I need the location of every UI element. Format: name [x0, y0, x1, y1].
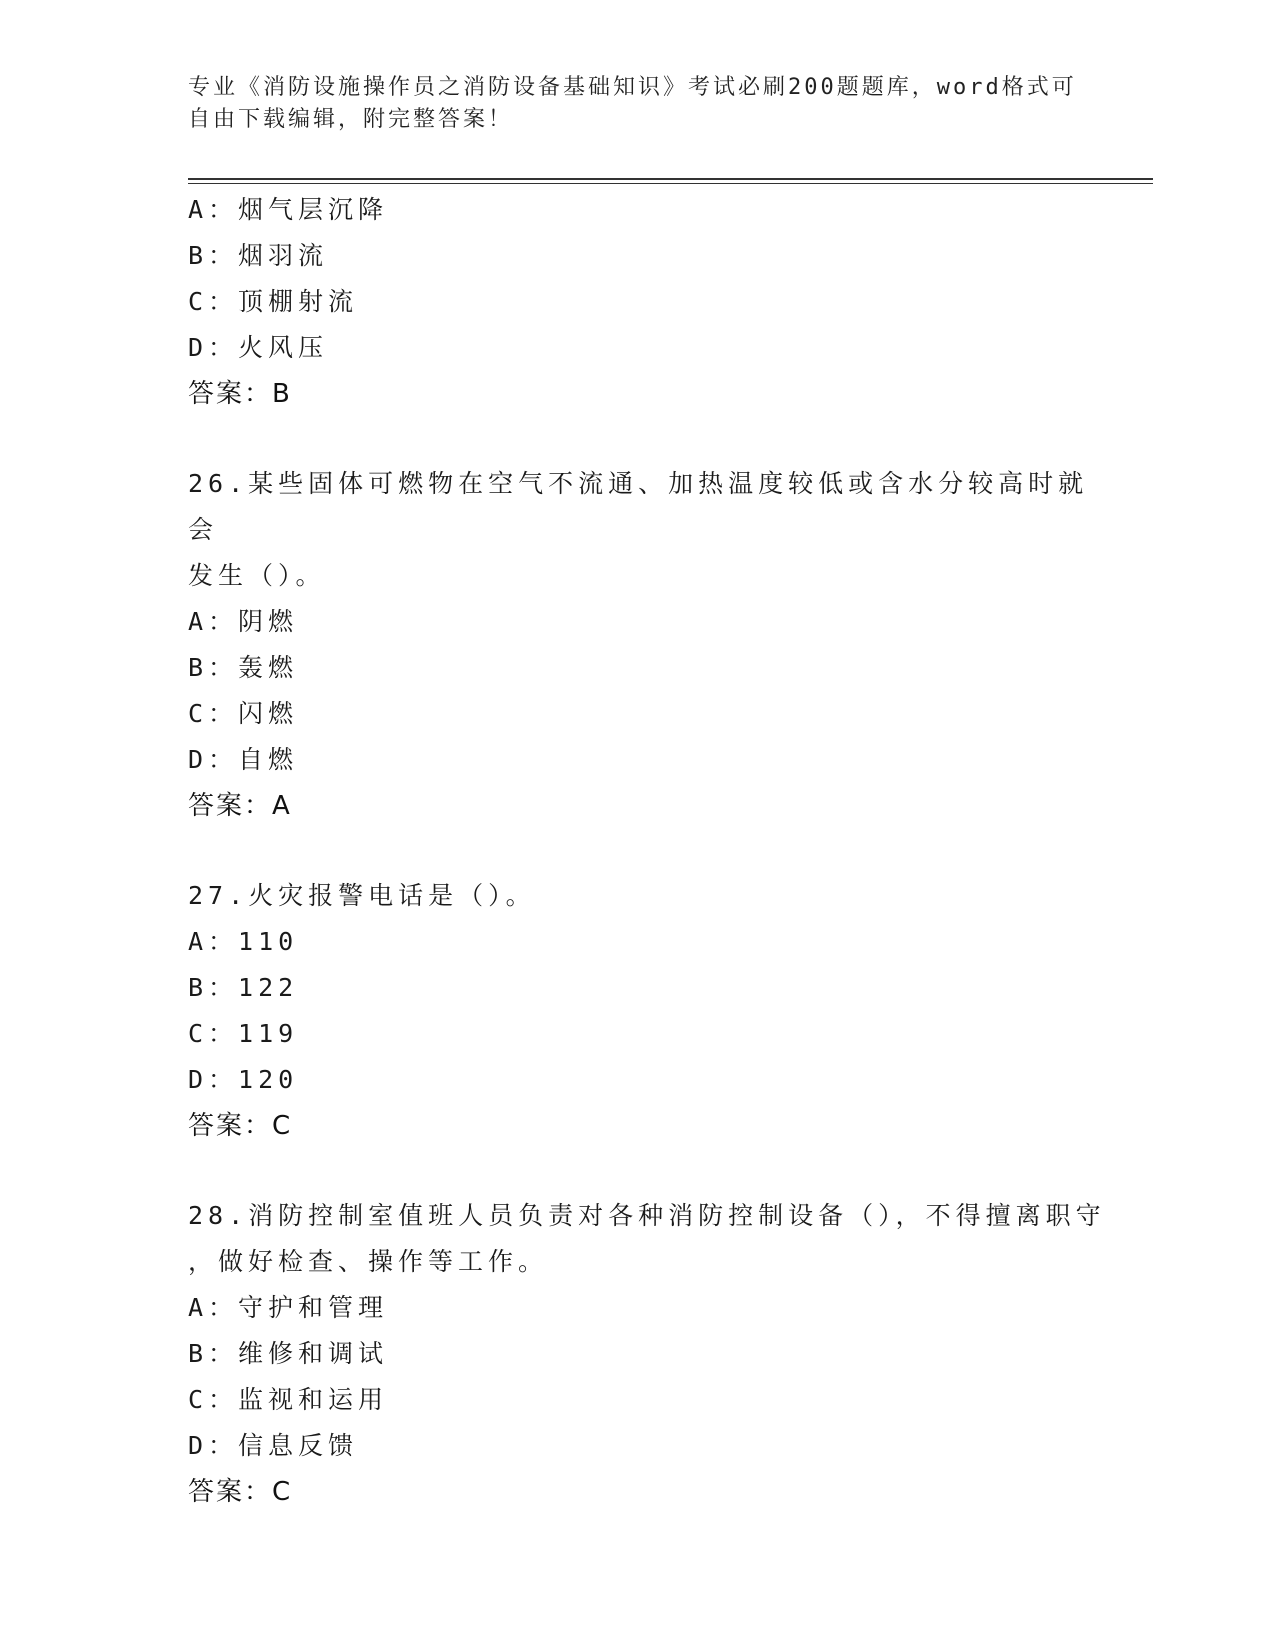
question-stem-line-1: 27.火灾报警电话是（）。 — [188, 881, 536, 910]
option-b: B：轰燃 — [188, 653, 299, 682]
question-list — [188, 187, 1118, 1515]
option-a: A：烟气层沉降 — [188, 195, 389, 224]
option-d: D：火风压 — [188, 333, 329, 362]
option-a: A：阴燃 — [188, 607, 299, 636]
question-stem-line-2: 发生（）。 — [188, 561, 326, 590]
question-block-27 — [188, 873, 1118, 1149]
question-block-25 — [188, 187, 1118, 417]
document-header — [188, 72, 1088, 136]
option-a: A：守护和管理 — [188, 1293, 389, 1322]
option-a: A：110 — [188, 927, 299, 956]
question-block-28 — [188, 1193, 1118, 1515]
answer-line: 答案：A — [188, 791, 292, 821]
option-d: D：信息反馈 — [188, 1431, 359, 1460]
option-b: B：122 — [188, 973, 299, 1002]
option-d: D：自燃 — [188, 745, 299, 774]
answer-line: 答案：C — [188, 1111, 293, 1141]
spacer — [188, 1149, 1118, 1193]
answer-line: 答案：B — [188, 379, 292, 409]
option-c: C：闪燃 — [188, 699, 299, 728]
question-block-26 — [188, 461, 1118, 829]
question-stem-line-1: 26.某些固体可燃物在空气不流通、加热温度较低或含水分较高时就会 — [188, 469, 1089, 544]
question-stem-line-2: ，做好检查、操作等工作。 — [188, 1247, 549, 1276]
option-b: B：维修和调试 — [188, 1339, 389, 1368]
header-divider-thin — [188, 183, 1153, 184]
answer-line: 答案：C — [188, 1477, 293, 1507]
option-c: C：监视和运用 — [188, 1385, 389, 1414]
header-line-2: 自由下载编辑，附完整答案！ — [188, 107, 514, 132]
option-b: B：烟羽流 — [188, 241, 329, 270]
option-c: C：119 — [188, 1019, 299, 1048]
question-stem-line-1: 28.消防控制室值班人员负责对各种消防控制设备（），不得擅离职守 — [188, 1201, 1106, 1230]
header-line-1: 专业《消防设施操作员之消防设备基础知识》考试必刷200题题库，word格式可 — [188, 75, 1077, 100]
header-divider-thick — [188, 178, 1153, 180]
option-c: C：顶棚射流 — [188, 287, 359, 316]
spacer — [188, 417, 1118, 461]
option-d: D：120 — [188, 1065, 299, 1094]
spacer — [188, 829, 1118, 873]
